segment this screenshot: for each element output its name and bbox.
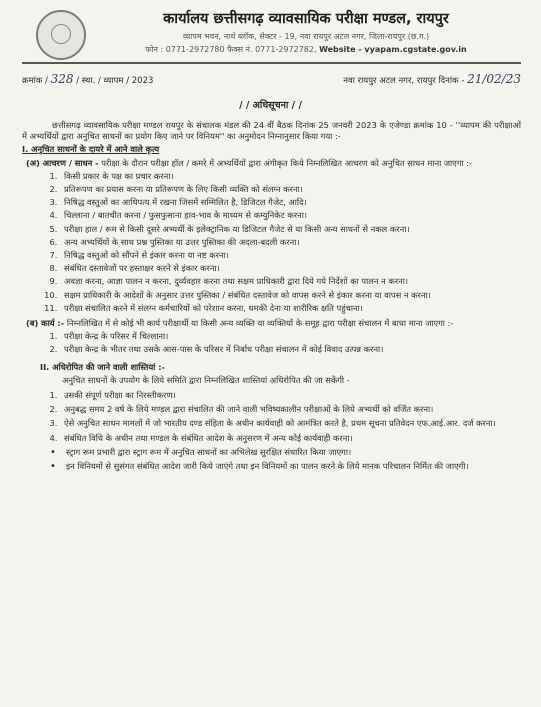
- acts-list: [22, 331, 521, 355]
- website: Website - vyapam.cgstate.gov.in: [319, 45, 467, 54]
- ref-number-value: 328: [50, 72, 74, 86]
- list-item: 1. परीक्षा केन्द्र के परिसर में चिल्लाना।: [60, 331, 521, 342]
- date-value: 21/02/23: [467, 72, 521, 86]
- list-item: 11. परीक्षा संचालित करने में संलग्न कर्मचारियों को परेशान करना, धमकी देना या शारीरिक क्षति पहुंचाना।: [60, 303, 521, 314]
- letterhead: [96, 8, 516, 55]
- section-2-heading: II. अधिरोपित की जाने वाली शास्तियां :-: [40, 361, 165, 372]
- list-item: 3. निषिद्ध वस्तुओं का आधिपत्य में रखना जिसमें सम्मिलित है, डिजिटल गैजेट, आदि।: [60, 197, 521, 208]
- list-item: 6. अन्य अभ्यर्थियों के साथ प्रश्न पुस्तिका या उत्तर पुस्तिका की अदला-बदली करना।: [60, 237, 521, 248]
- list-item: • स्ट्राग रूम प्रभारी द्वारा स्ट्राग रूम में अनुचित साधनों का अभिलेख सुरक्षित संधारित किया जाएगा।: [60, 447, 521, 458]
- subsection-a: [26, 158, 521, 169]
- section-2-intro: अनुचित साधनों के उपयोग के लिये समिति द्वारा निम्नलिखित शास्तियां अधिरोपित की जा सकेंगी -: [62, 374, 350, 385]
- conduct-list: [22, 171, 521, 314]
- phone-fax: फोन : 0771-2972780 फैक्स नं. 0771-2972782,: [145, 45, 317, 54]
- reference-number: [22, 72, 153, 86]
- subsection-b-label: (ब) कार्य :-: [26, 318, 65, 329]
- place-date: [343, 72, 521, 86]
- reference-line: [22, 72, 521, 86]
- list-item: 9. अवज्ञा करना, आज्ञा पालन न करना, दुर्व्यवहार करना तथा सक्षम प्राधिकारी द्वारा दिये गये निर्देशों का पालन न करना।: [60, 276, 521, 287]
- list-item: 1. उसकी संपूर्ण परीक्षा का निरस्तीकरण।: [60, 390, 521, 401]
- list-item: 1. किसी प्रकार के पक्ष का प्रचार करना।: [60, 171, 521, 182]
- ref-number-label: क्रमांक /: [22, 76, 48, 86]
- list-item: 2. परीक्षा केन्द्र के भीतर तथा उसके आस-पास के परिसर में निर्बाध परीक्षा संचालन में कोई विवाद उत्पन्न करना।: [60, 344, 521, 355]
- list-item: 5. परीक्षा हाल / रूम से किसी दूसरे अभ्यर्थी के इलेक्ट्रानिक या डिजिटल गैजेट से या किसी अन्य साधनों से नकल करना।: [60, 224, 521, 235]
- list-item: 2. प्रतिरूपण का प्रयास करना या प्रतिरूपण के लिए किसी व्यक्ति को संलग्न करना।: [60, 184, 521, 195]
- list-item: 3. ऐसे अनुचित साधन मामलों में जो भारतीय दण्ड संहिता के अधीन कार्यवाही को आमंत्रित करते है, प्रथम सूचना प्रतिवेदन एफ.आई.आर. दर्ज करना।: [60, 418, 521, 429]
- office-address: व्यापम भवन, नार्थ ब्लॉक, सेक्टर - 19, नवा रायपुर अटल नगर, जिला-रायपुर (छ.ग.): [182, 32, 430, 41]
- emblem-seal-icon: [36, 10, 86, 60]
- notice-title: / / अधिसूचना / /: [239, 100, 302, 111]
- ref-suffix: / स्था. / व्यापम / 2023: [76, 76, 154, 86]
- list-item: 7. निषिद्ध वस्तुओं को सौंपने से इंकार करना या नष्ट करना।: [60, 250, 521, 261]
- place-date-label: नवा रायपुर अटल नगर, रायपुर दिनांक -: [343, 76, 465, 86]
- subsection-a-label: (अ) आचरण / साधन -: [26, 157, 99, 168]
- header-rule: [22, 62, 521, 64]
- section-1-heading: I. अनुचित साधनों के दायरे में आने वाले कृत्य: [22, 144, 160, 155]
- list-item: 8. संबंधित दस्तावेजों पर हस्ताक्षर करने से इंकार करना।: [60, 263, 521, 274]
- list-item: 4. चिल्लाना / बातचीत करना / फुसफुसाना हाव-भाव के माध्यम से कम्युनिकेट करना।: [60, 210, 521, 221]
- subsection-b-text: निम्नलिखित में से कोई भी कार्य परीक्षार्थी या किसी अन्य व्यक्ति या व्यक्तियों के समूह द्वारा परीक्षा संचालन में बाधा माना जाएगा :-: [66, 318, 454, 329]
- penalty-list: [22, 390, 521, 444]
- list-item: 10. सक्षम प्राधिकारी के आदेशों के अनुसार उत्तर पुस्तिका / संबंधित दस्तावेज को वापस करने से इंकार करना या वापस न करना।: [60, 290, 521, 301]
- office-name: कार्यालय छत्तीसगढ़ व्यावसायिक परीक्षा मण्डल, रायपुर: [163, 11, 449, 27]
- list-item: • इन विनियमों से सुसंगत संबंधित आदेश जारी किये जाएंगे तथा इन विनियमों का पालन करने के लिये मानक परिचालन निर्मित की जाएगी।: [60, 461, 521, 472]
- office-contact: [96, 44, 516, 55]
- subsection-a-text: परीक्षा के दौरान परीक्षा हॉल / कमरे में अभ्यर्थियों द्वारा अंगीकृत किये निम्नलिखित आचरण को अनुचित साधन माना जाएगा :-: [101, 157, 473, 168]
- list-item: 4. संबंधित विधि के अधीन तथा मण्डल के संबंधित आदेश के अनुसरण में अन्य कोई कार्यवाही करना।: [60, 433, 521, 444]
- notice-body: [22, 120, 521, 475]
- note-bullets: [22, 447, 521, 472]
- subsection-b: [26, 318, 521, 329]
- list-item: 2. अनुबद्ध समय 2 वर्ष के लिये मण्डल द्वारा संचालित की जाने वाली भविष्यकालीन परीक्षाओं के लिये अभ्यर्थी को वर्जित करना।: [60, 404, 521, 415]
- intro-paragraph: छत्तीसगढ़ व्यावसायिक परीक्षा मण्डल रायपुर के संचालक मंडल की 24 वीं बैठक दिनांक 25 जनवरी 2023 के एजेण्डा क्रमांक 10 - ''व्यापम की परीक्षाओं में अभ्यर्थियों द्वारा अनुचित साधनों का प्रयोग किए जाने पर विनियम'' का अनुमोदन निम्नानुसार किया गया :-: [22, 120, 521, 142]
